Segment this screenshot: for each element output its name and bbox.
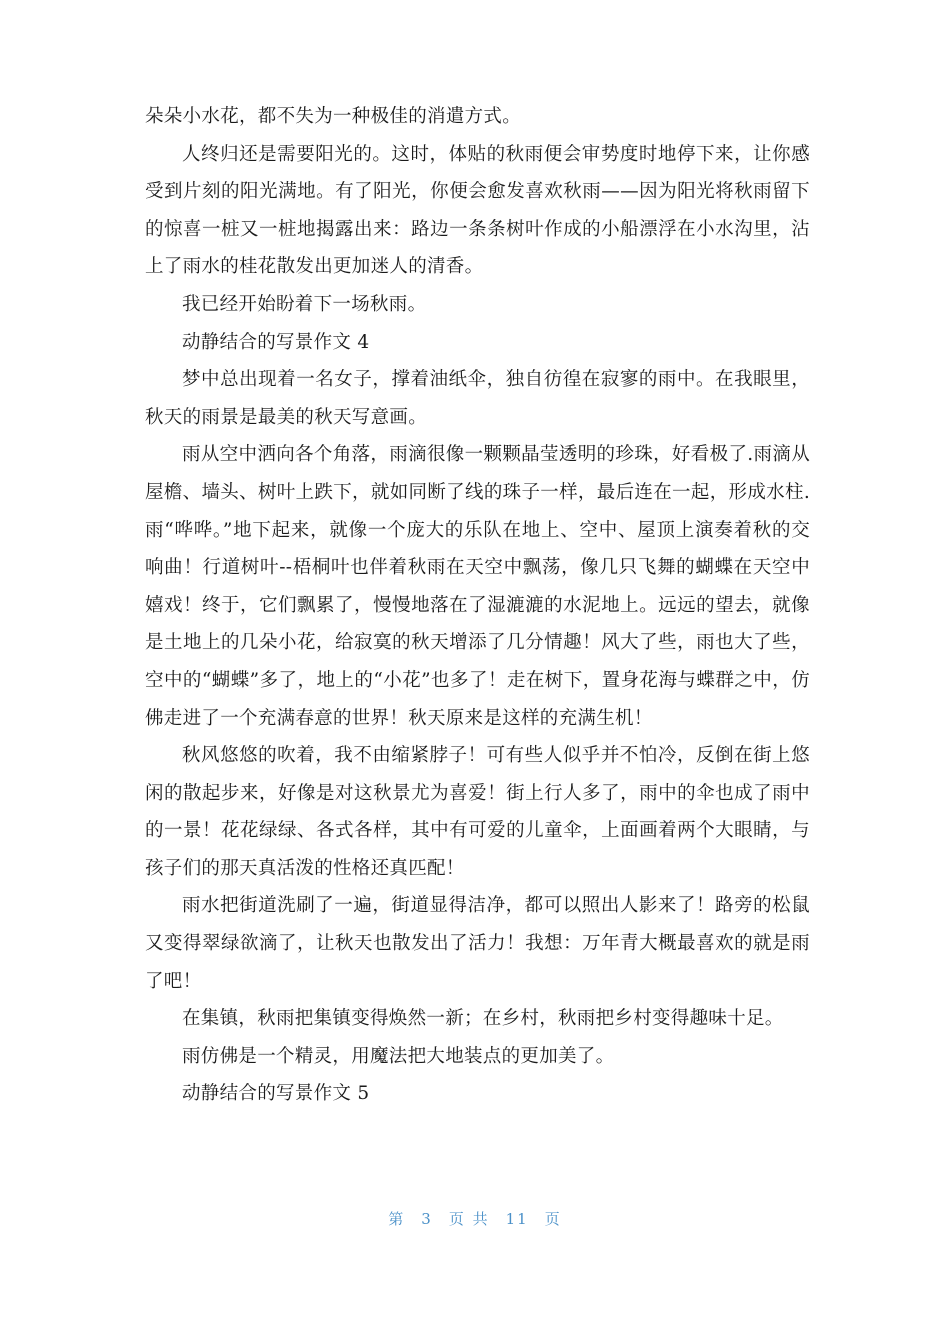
paragraph: 梦中总出现着一名女子，撑着油纸伞，独自彷徨在寂寥的雨中。在我眼里，秋天的雨景是最美的秋天写意画。 [145,369,810,428]
footer-current-page: 3 [421,1210,433,1228]
footer-total-pages: 11 [505,1210,529,1228]
paragraph: 我已经开始盼着下一场秋雨。 [182,293,427,315]
document-body [145,98,810,1113]
footer-prefix: 第 [388,1210,406,1228]
paragraph: 人终归还是需要阳光的。这时，体贴的秋雨便会审势度时地停下来，让你感受到片刻的阳光满地。有了阳光，你便会愈发喜欢秋雨——因为阳光将秋雨留下的惊喜一桩又一桩地揭露出来：路边一条条树叶作成的小船漂浮在小水沟里，沾上了雨水的桂花散发出更加迷人的清香。 [145,143,810,278]
paragraph: 雨水把街道洗刷了一遍，街道显得洁净，都可以照出人影来了！路旁的松鼠又变得翠绿欲滴了，让秋天也散发出了活力！我想：万年青大概最喜欢的就是雨了吧！ [145,895,810,992]
paragraph: 雨从空中洒向各个角落，雨滴很像一颗颗晶莹透明的珍珠，好看极了.雨滴从屋檐、墙头、树叶上跌下，就如同断了线的珠子一样，最后连在一起，形成水柱.雨“哗哗。”地下起来，就像一个庞大的乐队在地上、空中、屋顶上演奏着秋的交响曲！行道树叶--梧桐叶也伴着秋雨在天空中飘荡，像几只飞舞的蝴蝶在天空中嬉戏！终于，它们飘累了，慢慢地落在了湿漉漉的水泥地上。远远的望去，就像是土地上的几朵小花，给寂寞的秋天增添了几分情趣！风大了些，雨也大了些，空中的“蝴蝶”多了，地上的“小花”也多了！走在树下，置身花海与蝶群之中，仿佛走进了一个充满春意的世界！秋天原来是这样的充满生机！ [145,444,810,729]
footer-middle: 页 共 [448,1210,490,1228]
paragraph: 在集镇，秋雨把集镇变得焕然一新；在乡村，秋雨把乡村变得趣味十足。 [182,1008,784,1030]
page-footer [0,1208,950,1229]
paragraph: 秋风悠悠的吹着，我不由缩紧脖子！可有些人似乎并不怕冷，反倒在街上悠闲的散起步来，好像是对这秋景尤为喜爱！街上行人多了，雨中的伞也成了雨中的一景！花花绿绿、各式各样，其中有可爱的儿童伞，上面画着两个大眼睛，与孩子们的那天真活泼的性格还真匹配！ [145,745,810,879]
paragraph-continuation: 朵朵小水花，都不失为一种极佳的消遣方式。 [145,106,522,127]
section-heading: 动静结合的写景作文 4 [182,331,370,353]
section-heading: 动静结合的写景作文 5 [182,1083,370,1105]
paragraph: 雨仿佛是一个精灵，用魔法把大地装点的更加美了。 [182,1045,615,1067]
footer-suffix: 页 [544,1210,562,1228]
